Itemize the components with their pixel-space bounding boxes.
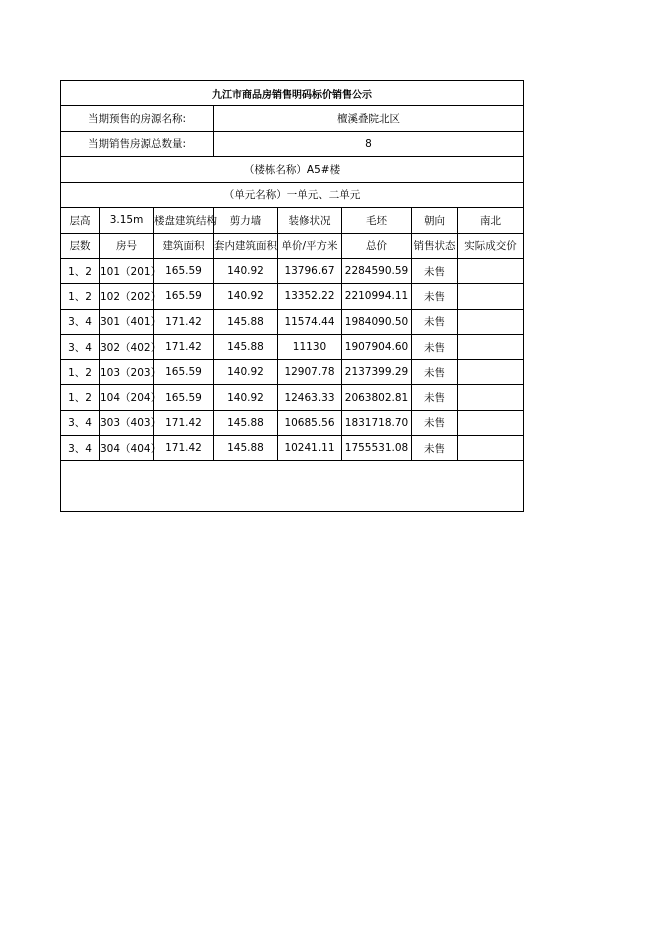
building-area-cell: 171.42 xyxy=(154,436,214,461)
unit-price-cell: 11574.44 xyxy=(278,309,342,334)
sale-status-cell: 未售 xyxy=(412,284,458,309)
inner-area-cell: 140.92 xyxy=(214,284,278,309)
unit-price-cell: 13352.22 xyxy=(278,284,342,309)
building-area-cell: 171.42 xyxy=(154,410,214,435)
presale-name-label: 当期预售的房源名称: xyxy=(61,106,214,132)
total-count-label: 当期销售房源总数量: xyxy=(61,131,214,157)
room-number-cell: 101（201） xyxy=(100,259,154,284)
sale-status-cell: 未售 xyxy=(412,385,458,410)
floors-cell: 3、4 xyxy=(61,436,100,461)
unit-price-cell: 12463.33 xyxy=(278,385,342,410)
floors-cell: 3、4 xyxy=(61,334,100,359)
header-inner-area: 套内建筑面积 xyxy=(214,233,278,259)
total-price-cell: 1755531.08 xyxy=(342,436,412,461)
table-row xyxy=(61,259,524,284)
room-number-cell: 301（401） xyxy=(100,309,154,334)
orientation-value: 南北 xyxy=(458,208,524,234)
actual-price-cell xyxy=(458,284,524,309)
floor-height-value: 3.15m xyxy=(100,208,154,234)
floor-height-label: 层高 xyxy=(61,208,100,234)
header-actual-price: 实际成交价 xyxy=(458,233,524,259)
room-number-cell: 103（203） xyxy=(100,360,154,385)
total-price-cell: 2137399.29 xyxy=(342,360,412,385)
total-price-cell: 1907904.60 xyxy=(342,334,412,359)
total-price-cell: 1984090.50 xyxy=(342,309,412,334)
unit-name-line: （单元名称）一单元、二单元 xyxy=(61,182,524,208)
actual-price-cell xyxy=(458,309,524,334)
inner-area-cell: 145.88 xyxy=(214,410,278,435)
total-count-value: 8 xyxy=(214,131,524,157)
floors-cell: 1、2 xyxy=(61,360,100,385)
sale-status-cell: 未售 xyxy=(412,309,458,334)
header-room: 房号 xyxy=(100,233,154,259)
building-area-cell: 165.59 xyxy=(154,385,214,410)
building-area-cell: 165.59 xyxy=(154,360,214,385)
inner-area-cell: 145.88 xyxy=(214,334,278,359)
sale-status-cell: 未售 xyxy=(412,410,458,435)
price-disclosure-table xyxy=(60,80,524,512)
table-row xyxy=(61,436,524,461)
room-number-cell: 304（404） xyxy=(100,436,154,461)
table-row xyxy=(61,410,524,435)
unit-price-cell: 10685.56 xyxy=(278,410,342,435)
sale-status-cell: 未售 xyxy=(412,360,458,385)
actual-price-cell xyxy=(458,259,524,284)
sale-status-cell: 未售 xyxy=(412,259,458,284)
inner-area-cell: 140.92 xyxy=(214,385,278,410)
building-area-cell: 165.59 xyxy=(154,259,214,284)
decoration-value: 毛坯 xyxy=(342,208,412,234)
header-total: 总价 xyxy=(342,233,412,259)
structure-value: 剪力墙 xyxy=(214,208,278,234)
unit-price-cell: 13796.67 xyxy=(278,259,342,284)
building-area-cell: 171.42 xyxy=(154,309,214,334)
floors-cell: 3、4 xyxy=(61,410,100,435)
floors-cell: 1、2 xyxy=(61,259,100,284)
building-area-cell: 171.42 xyxy=(154,334,214,359)
unit-price-cell: 10241.11 xyxy=(278,436,342,461)
table-row xyxy=(61,385,524,410)
total-price-cell: 2284590.59 xyxy=(342,259,412,284)
decoration-label: 装修状况 xyxy=(278,208,342,234)
sheet-title: 九江市商品房销售明码标价销售公示 xyxy=(61,81,524,106)
floors-cell: 1、2 xyxy=(61,284,100,309)
remarks-cell xyxy=(61,461,524,512)
structure-label: 楼盘建筑结构 xyxy=(154,208,214,234)
room-number-cell: 302（402） xyxy=(100,334,154,359)
header-floors: 层数 xyxy=(61,233,100,259)
column-header-row xyxy=(61,233,524,259)
room-number-cell: 102（202） xyxy=(100,284,154,309)
inner-area-cell: 145.88 xyxy=(214,309,278,334)
actual-price-cell xyxy=(458,385,524,410)
price-disclosure-sheet xyxy=(60,80,523,512)
sale-status-cell: 未售 xyxy=(412,334,458,359)
building-name-line: （楼栋名称）A5#楼 xyxy=(61,157,524,183)
total-price-cell: 2210994.11 xyxy=(342,284,412,309)
table-row xyxy=(61,334,524,359)
unit-price-cell: 11130 xyxy=(278,334,342,359)
actual-price-cell xyxy=(458,334,524,359)
sale-status-cell: 未售 xyxy=(412,436,458,461)
actual-price-cell xyxy=(458,360,524,385)
inner-area-cell: 140.92 xyxy=(214,259,278,284)
header-status: 销售状态 xyxy=(412,233,458,259)
inner-area-cell: 145.88 xyxy=(214,436,278,461)
inner-area-cell: 140.92 xyxy=(214,360,278,385)
actual-price-cell xyxy=(458,410,524,435)
orientation-label: 朝向 xyxy=(412,208,458,234)
info-row xyxy=(61,208,524,234)
presale-name-value: 檀溪叠院北区 xyxy=(214,106,524,132)
table-row xyxy=(61,284,524,309)
unit-price-cell: 12907.78 xyxy=(278,360,342,385)
room-number-cell: 303（403） xyxy=(100,410,154,435)
actual-price-cell xyxy=(458,436,524,461)
header-area: 建筑面积 xyxy=(154,233,214,259)
building-area-cell: 165.59 xyxy=(154,284,214,309)
floors-cell: 1、2 xyxy=(61,385,100,410)
total-price-cell: 2063802.81 xyxy=(342,385,412,410)
floors-cell: 3、4 xyxy=(61,309,100,334)
table-row xyxy=(61,309,524,334)
room-number-cell: 104（204） xyxy=(100,385,154,410)
table-row xyxy=(61,360,524,385)
header-unit-price: 单价/平方米 xyxy=(278,233,342,259)
total-price-cell: 1831718.70 xyxy=(342,410,412,435)
